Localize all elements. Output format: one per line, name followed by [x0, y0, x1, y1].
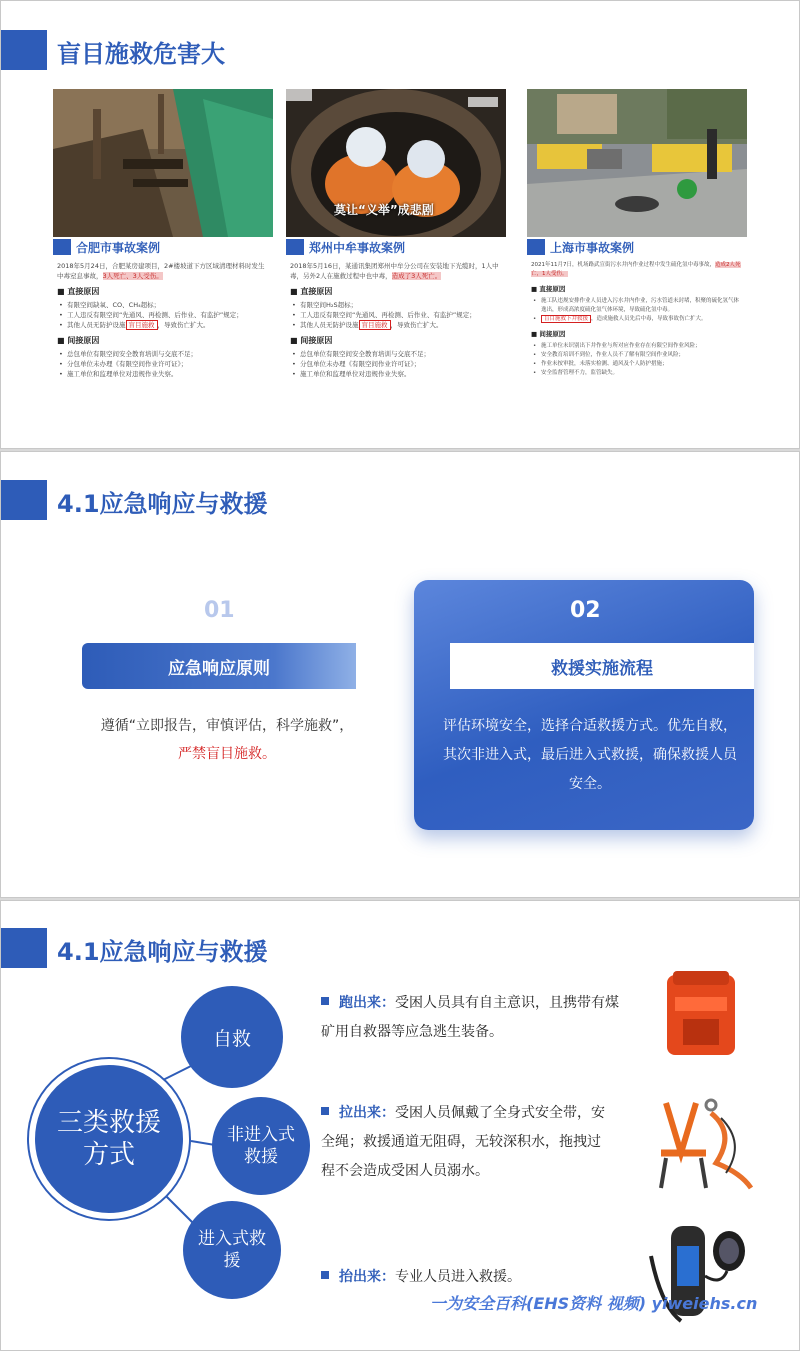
intro-text: 2018年5月16日，某通讯集团郑州中牟分公司在安装地下光缆时，1人中毒，另外2人在施救过程中也中毒， [290, 262, 499, 280]
direct-cause-label: 直接原因 [300, 287, 333, 296]
bullet-square [321, 1107, 329, 1115]
indirect-cause-heading: ■ 间接原因 [531, 330, 566, 338]
item-key: 跑出来： [339, 995, 395, 1011]
list-item: • 施工单位未识别出下井作业与所对应作业存在有限空间作业风险； [531, 342, 743, 351]
title-accent-bar [1, 480, 47, 520]
list-item: • 有限空间缺氧、CO、CH₄超标； [57, 300, 269, 310]
watermark: 一为安全百科(EHS资料 视频) yiweiehs.cn [430, 1294, 758, 1313]
intro-text: 2021年11月7日，机场路武宣街污水井内作业过程中发生硫化氢中毒事故， [531, 262, 715, 268]
blind-rescue-box: 盲目施救 [126, 320, 158, 330]
bullet-square [321, 997, 329, 1005]
direct-cause-heading: ■ 直接原因 [57, 287, 100, 296]
indirect-cause-label: 间接原因 [300, 336, 333, 345]
list-item: • 安全监督管理不力，监管缺失。 [531, 369, 743, 378]
direct-cause-heading: ■ 直接原因 [290, 287, 333, 296]
banner-label: 救援实施流程 [551, 658, 653, 679]
rescue-item-run-out [321, 989, 626, 1047]
list-item-text: ，导致伤亡扩大。 [157, 321, 210, 329]
principle-line: 遵循“立即报告，审慎评估，科学施救”， [100, 718, 354, 734]
list-item [290, 320, 502, 330]
slide-blind-rescue [0, 0, 800, 449]
node-entry-rescue [183, 1201, 281, 1299]
casualty-highlight: 3人死亡、3人受伤。 [102, 272, 163, 280]
case-card-zhengzhou [286, 89, 506, 429]
item-text: 受困人员佩戴了全身式安全带，安全绳；救援通道无阻碍，无较深积水，拖拽过程不会造成受困人员溺水。 [321, 1105, 605, 1179]
hub-label: 三类救援方式 [56, 1108, 161, 1170]
case-header [53, 237, 160, 257]
list-item-text: 其他人员无防护设施 [300, 321, 359, 329]
case-title: 合肥市事故案例 [76, 240, 161, 255]
rescue-item-carry-out [321, 1263, 621, 1292]
case-body [290, 261, 502, 379]
safety-harness-image [646, 1093, 756, 1193]
list-item: • 总包单位有限空间安全教育培训与交底不足； [290, 349, 502, 359]
list-item: • 分包单位未办理《有限空间作业许可证》； [290, 359, 502, 369]
blind-rescue-box: 盲目施救下井救援 [541, 315, 591, 323]
case-title: 郑州中牟事故案例 [309, 240, 406, 255]
list-item-text: ，导致伤亡扩大。 [390, 321, 443, 329]
case-card-hefei [53, 89, 273, 429]
item-text: 受困人员具有自主意识，且携带有煤矿用自救器等应急逃生装备。 [321, 995, 619, 1040]
intro-text: 2018年5月24日，合肥某房建项目，2#楼坡道下方区域清理材料时发生中毒窒息事故， [57, 262, 265, 280]
node-label: 进入式救援 [198, 1229, 266, 1271]
list-item [531, 315, 743, 324]
case-header-bar [286, 239, 304, 255]
node-non-entry-rescue [212, 1097, 310, 1195]
node-label: 自救 [212, 1027, 251, 1050]
indirect-cause-label: 间接原因 [539, 330, 566, 338]
casualty-highlight: 造成2人死亡，1人受伤。 [531, 262, 741, 277]
rescue-types-hub [29, 1059, 189, 1219]
principle-warning: 严禁盲目施救。 [178, 746, 276, 762]
list-item [57, 320, 269, 330]
response-principle-text [82, 712, 372, 768]
list-item: • 施工队违规安排作业人员进入污水井内作业，污水管道未封堵，积聚的硫化氢气体逸出，形成高浓度硫化氢气体环境，导致硫化氢中毒。 [531, 297, 743, 315]
step-number-02: 02 [570, 598, 601, 623]
rescue-process-text: 评估环境安全，选择合适救援方式。优先自救，其次非进入式，最后进入式救援，确保救援人员安全。 [443, 718, 737, 792]
rescue-process-banner [450, 643, 754, 689]
case-intro [57, 261, 269, 281]
list-item: • 有限空间H₂S超标； [290, 300, 502, 310]
list-item: • 工人违反有限空间“先通风、再检测、后作业、有监护”规定； [290, 310, 502, 320]
list-item: • 施工单位和监理单位对违规作业失察。 [57, 369, 269, 379]
indirect-cause-label: 间接原因 [67, 336, 100, 345]
direct-cause-label: 直接原因 [67, 287, 100, 296]
list-item-text: ，造成施救人员先后中毒，导致事故伤亡扩大。 [591, 316, 707, 322]
item-text: 专业人员进入救援。 [395, 1269, 521, 1285]
photo-caption: 莫让“义举”成悲剧 [334, 203, 434, 217]
list-item: • 作业未按审批，未落实检测、通风及个人防护措施； [531, 360, 743, 369]
case-header [527, 237, 634, 257]
case-body [57, 261, 269, 379]
self-rescuer-image [661, 969, 741, 1059]
node-label: 非进入式救援 [227, 1125, 295, 1167]
list-item: • 工人违反有限空间“先通风、再检测、后作业、有监护”规定； [57, 310, 269, 320]
direct-cause-heading: ■ 直接原因 [531, 285, 566, 293]
case-header [286, 237, 405, 257]
page-title: 盲目施救危害大 [57, 40, 225, 68]
direct-cause-label: 直接原因 [539, 285, 566, 293]
list-item: • 分包单位未办理《有限空间作业许可证》； [57, 359, 269, 369]
blind-rescue-box: 盲目施救 [359, 320, 391, 330]
response-principle-banner [82, 643, 356, 689]
slide-rescue-types [0, 900, 800, 1351]
case-title: 上海市事故案例 [550, 240, 635, 255]
title-accent-bar [1, 30, 47, 70]
item-key: 拉出来： [339, 1105, 395, 1121]
case-intro [531, 261, 743, 279]
accident-photo-hefei [53, 89, 273, 237]
step-number-01: 01 [204, 598, 235, 623]
case-intro [290, 261, 502, 281]
case-card-shanghai [527, 89, 747, 429]
accident-photo-shanghai [527, 89, 747, 237]
list-item: • 安全教育培训不到位，作业人员不了解有限空间作业风险； [531, 351, 743, 360]
item-key: 抬出来： [339, 1269, 395, 1285]
case-header-bar [527, 239, 545, 255]
list-item: • 总包单位有限空间安全教育培训与交底不足； [57, 349, 269, 359]
node-self-rescue [181, 986, 283, 1088]
list-item: • 施工单位和监理单位对违规作业失察。 [290, 369, 502, 379]
case-body [531, 261, 743, 378]
bullet-square [321, 1271, 329, 1279]
rescue-item-pull-out [321, 1099, 611, 1186]
page-title: 4.1应急响应与救援 [57, 490, 268, 518]
banner-label: 应急响应原则 [168, 658, 270, 679]
indirect-cause-heading: ■ 间接原因 [290, 336, 333, 345]
page-title: 4.1应急响应与救援 [57, 938, 268, 966]
list-item-text: 其他人员无防护设施 [67, 321, 126, 329]
indirect-cause-heading: ■ 间接原因 [57, 336, 100, 345]
accident-photo-zhengzhou [286, 89, 506, 237]
case-header-bar [53, 239, 71, 255]
casualty-highlight: 造成了3人死亡。 [391, 272, 442, 280]
